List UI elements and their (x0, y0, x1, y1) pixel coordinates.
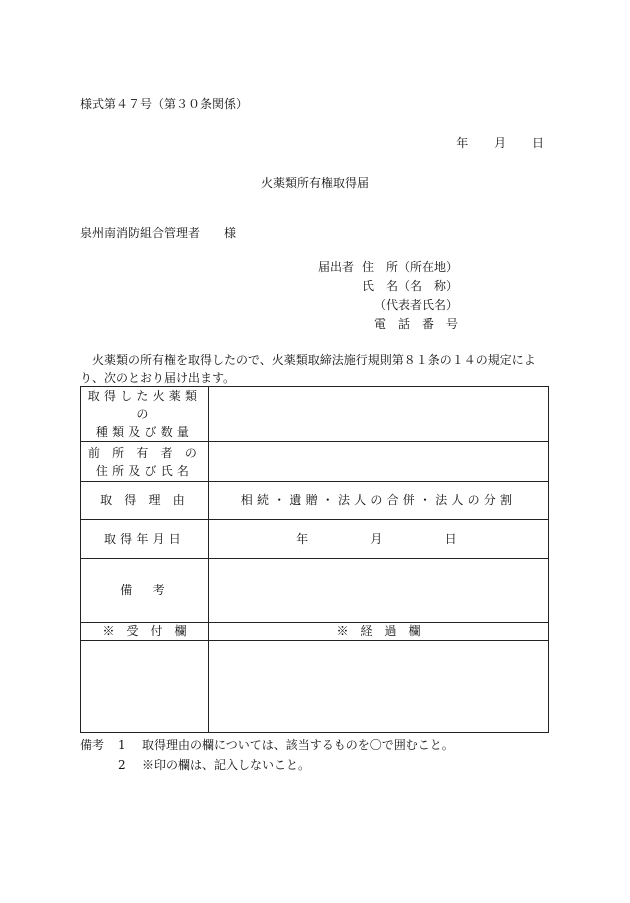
note-text: 取得理由の欄については、該当するものを〇で囲むこと。 (142, 738, 454, 752)
acq-day: 日 (444, 531, 461, 546)
representative-label: （代表者氏名） (373, 298, 458, 312)
explosive-type-field[interactable] (209, 387, 549, 442)
form-title: 火薬類所有権取得届 (260, 176, 369, 190)
table-row (81, 520, 549, 559)
table-row (81, 623, 549, 641)
explosive-type-label-line: の (136, 407, 153, 421)
progress-field (209, 641, 549, 733)
acquisition-reason-options[interactable]: 相続・遺贈・法人の合併・法人の分割 (209, 482, 549, 520)
note-line (80, 755, 454, 775)
form-number: 様式第４７号（第３０条関係） (80, 97, 249, 111)
explosive-type-label (81, 387, 209, 442)
note-text: ※印の欄は、記入しないこと。 (142, 758, 311, 772)
applicant-block (318, 260, 458, 336)
progress-label: ※ 経 過 欄 (209, 623, 549, 641)
applicant-prefix: 届出者 (318, 260, 355, 274)
date-month: 月 (494, 136, 507, 150)
table-row (81, 482, 549, 520)
date-year: 年 (456, 136, 469, 150)
acquisition-reason-label: 取 得 理 由 (81, 482, 209, 520)
acq-month: 月 (370, 531, 387, 546)
address-label: 住 所（所在地） (361, 260, 458, 274)
table-row (81, 559, 549, 623)
table-row (81, 442, 549, 482)
previous-owner-field[interactable] (209, 442, 549, 482)
acq-year: 年 (296, 531, 313, 546)
notes-heading: 備考 (80, 738, 105, 752)
explosive-type-label-line: 種類及び数量 (95, 425, 194, 439)
notes (80, 735, 454, 775)
name-label: 氏 名（名 称） (361, 279, 458, 293)
previous-owner-label-line: 前 所 有 者 の (87, 445, 202, 460)
notification-table (80, 386, 549, 733)
previous-owner-label-line: 住所及び氏名 (95, 463, 194, 478)
note-line (80, 735, 454, 755)
acquisition-date-field[interactable] (209, 520, 549, 559)
remarks-field[interactable] (209, 559, 549, 623)
phone-label: 電 話 番 号 (373, 317, 458, 331)
explosive-type-label-line: 取得した火薬類 (87, 389, 202, 403)
table-row (81, 641, 549, 733)
reception-label: ※ 受 付 欄 (81, 623, 209, 641)
acquisition-date-label: 取得年月日 (81, 520, 209, 559)
reception-field (81, 641, 209, 733)
submission-date (456, 136, 544, 151)
body-text: 火薬類の所有権を取得したので、火薬類取締法施行規則第８１条の１４の規定により、次のとおり届け出ます。 (80, 353, 536, 385)
table-row (81, 387, 549, 442)
previous-owner-label (81, 442, 209, 482)
remarks-label: 備 考 (81, 559, 209, 623)
note-number: 1 (118, 738, 126, 752)
date-day: 日 (531, 136, 544, 150)
note-number: 2 (118, 758, 126, 772)
addressee: 泉州南消防組合管理者 様 (80, 226, 237, 240)
